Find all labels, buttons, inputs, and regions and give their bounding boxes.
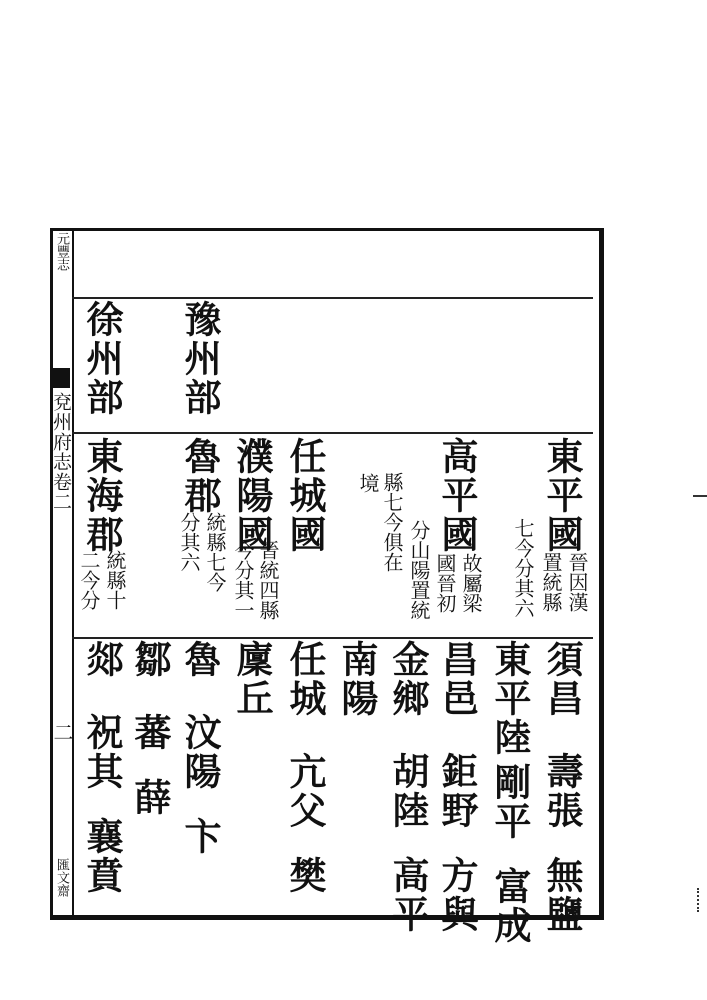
margin-top-label: 元豐志 xyxy=(54,232,69,271)
county-name: 亢父 xyxy=(283,752,327,830)
section-name: 東平國 xyxy=(540,437,584,554)
header-yuzhou: 豫州部 xyxy=(178,300,222,417)
county-name: 廩丘 xyxy=(230,640,274,718)
section-note: 境 xyxy=(356,473,380,493)
county-name: 高平 xyxy=(386,856,430,934)
section-name: 高平國 xyxy=(435,437,479,554)
county-name: 南陽 xyxy=(335,640,379,718)
scan-mark xyxy=(693,495,707,497)
section-note: 晉因漢 xyxy=(565,552,589,612)
county-name: 壽張 xyxy=(540,752,584,830)
county-name: 金鄉 xyxy=(386,640,430,718)
section-name: 濮陽國 xyxy=(230,437,274,554)
section-note: 分山陽置統 xyxy=(407,520,431,620)
county-name: 須昌 xyxy=(540,640,584,718)
county-name: 蕃 xyxy=(128,713,172,752)
county-name: 東平陸 xyxy=(488,640,532,757)
section-note: 統縣十 xyxy=(103,550,127,610)
county-name: 襄賁 xyxy=(80,817,124,895)
rule-lower xyxy=(72,637,593,639)
section-note: 統縣七今 xyxy=(203,512,227,592)
county-name: 薛 xyxy=(128,778,172,817)
county-column xyxy=(337,640,377,718)
county-column xyxy=(490,640,530,945)
county-name: 胡陸 xyxy=(386,752,430,830)
county-column xyxy=(285,640,325,895)
county-name: 方與 xyxy=(435,856,479,934)
county-name: 魯 xyxy=(178,640,222,679)
section-note: 縣七今俱在 xyxy=(380,472,404,572)
header-xuzhou: 徐州部 xyxy=(80,300,124,417)
margin-book-title: 兗州府志卷二 xyxy=(50,392,72,512)
county-column xyxy=(542,640,582,934)
section-note: 晉統四縣 xyxy=(256,540,280,620)
county-column xyxy=(232,640,272,718)
county-name: 任城 xyxy=(283,640,327,718)
margin-column xyxy=(50,228,74,917)
county-name: 無鹽 xyxy=(540,856,584,934)
section-note: 七今分其六 xyxy=(511,518,535,618)
fishtail-mark xyxy=(52,368,70,388)
rule-top xyxy=(72,297,593,299)
section-note: 故屬梁 xyxy=(459,553,483,613)
county-name: 鉅野 xyxy=(435,752,479,830)
county-column xyxy=(437,640,477,934)
county-name: 富成 xyxy=(488,867,532,945)
county-name: 祝其 xyxy=(80,713,124,791)
scan-mark xyxy=(697,888,707,912)
county-name: 鄒 xyxy=(128,640,172,679)
section-note: 分其六 xyxy=(177,512,201,572)
county-column xyxy=(82,640,122,895)
margin-page-number: 二 xyxy=(50,722,74,743)
county-column xyxy=(180,640,220,856)
section-note: 國晉初 xyxy=(433,553,457,613)
section-note: 二今分 xyxy=(77,550,101,610)
section-name: 東海郡 xyxy=(80,437,124,554)
section-name: 任城國 xyxy=(283,437,327,554)
county-column xyxy=(130,640,170,817)
county-name: 昌邑 xyxy=(435,640,479,718)
section-note: 置統縣 xyxy=(539,552,563,612)
section-name: 魯郡 xyxy=(178,437,222,515)
county-name: 樊 xyxy=(283,856,327,895)
county-name: 郯 xyxy=(80,640,124,679)
section-note: 今分其一 xyxy=(231,540,255,620)
county-name: 汶陽 xyxy=(178,713,222,791)
county-column xyxy=(388,640,428,934)
margin-footer-label: 匯文齋 xyxy=(54,858,69,897)
county-name: 卞 xyxy=(178,817,222,856)
county-name: 剛平 xyxy=(488,763,532,841)
rule-middle xyxy=(72,432,593,434)
